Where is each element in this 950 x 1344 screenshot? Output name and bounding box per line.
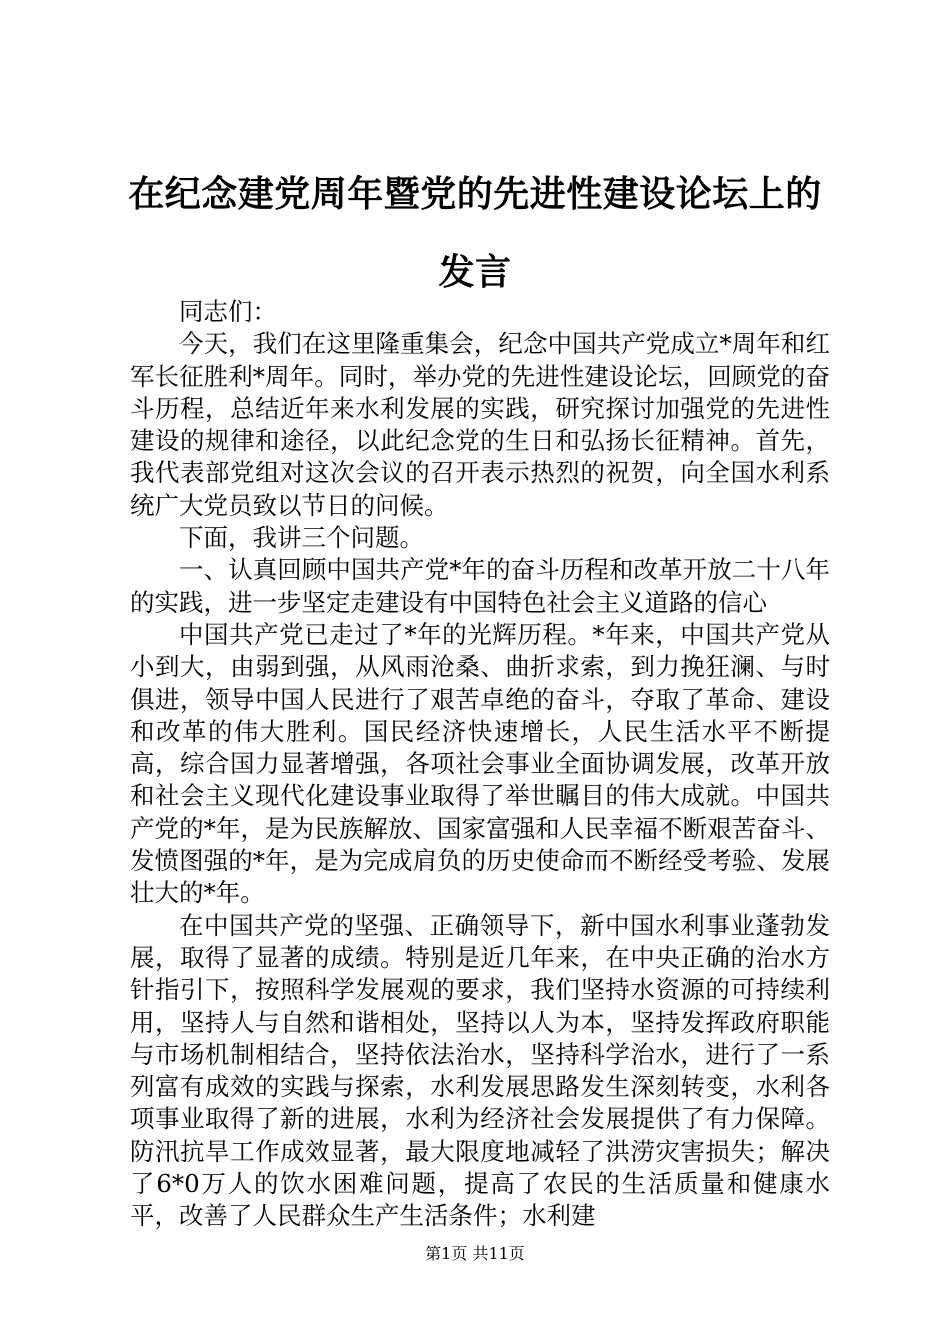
paragraph-salutation: 同志们： [179, 297, 277, 326]
section-heading-1: 一、认真回顾中国共产党*年的奋斗历程和改革开放二十八年的实践，进一步坚定走建设有中国特色社会主义道路的信心 [130, 555, 830, 617]
page-title: 在纪念建党周年暨党的先进性建设论坛上的发言 [128, 173, 822, 293]
paragraph-outline: 下面，我讲三个问题。 [179, 523, 424, 553]
paragraph-opening: 今天，我们在这里隆重集会，纪念中国共产党成立*周年和红军长征胜利*周年。同时，举办党的先进性建设论坛，回顾党的奋斗历程，总结近年来水利发展的实践，研究探讨加强党的先进性建设的规律和途径，以此纪念党的生日和弘扬长征精神。首先，我代表部党组对这次会议的召开表示热烈的祝贺，向全国水利系统广大党员致以节日的问候。 [130, 329, 830, 520]
paragraph-history: 中国共产党已走过了*年的光辉历程。*年来，中国共产党从小到大，由弱到强，从风雨沧桑、曲折求索，到力挽狂澜、与时俱进，领导中国人民进行了艰苦卓绝的奋斗，夺取了革命、建设和改革的伟大胜利。国民经济快速增长，人民生活水平不断提高，综合国力显著增强，各项社会事业全面协调发展，改革开放和社会主义现代化建设事业取得了举世瞩目的伟大成就。中国共产党的*年，是为民族解放、国家富强和人民幸福不断艰苦奋斗、发愤图强的*年，是为完成肩负的历史使命而不断经受考验、发展壮大的*年。 [130, 619, 830, 908]
document-body [130, 296, 830, 1233]
page-number-footer: 第1页 共11页 [425, 1244, 525, 1263]
paragraph-water-development: 在中国共产党的坚强、正确领导下，新中国水利事业蓬勃发展，取得了显著的成绩。特别是近几年来，在中央正确的治水方针指引下，按照科学发展观的要求，我们坚持水资源的可持续利用，坚持人与自然和谐相处，坚持以人为本，坚持发挥政府职能与市场机制相结合，坚持依法治水，坚持科学治水，进行了一系列富有成效的实践与探索，水利发展思路发生深刻转变，水利各项事业取得了新的进展，水利为经济社会发展提供了有力保障。防汛抗旱工作成效显著，最大限度地减轻了洪涝灾害损失；解决了6*0万人的饮水困难问题，提高了农民的生活质量和健康水平，改善了人民群众生产生活条件；水利建 [130, 910, 830, 1231]
